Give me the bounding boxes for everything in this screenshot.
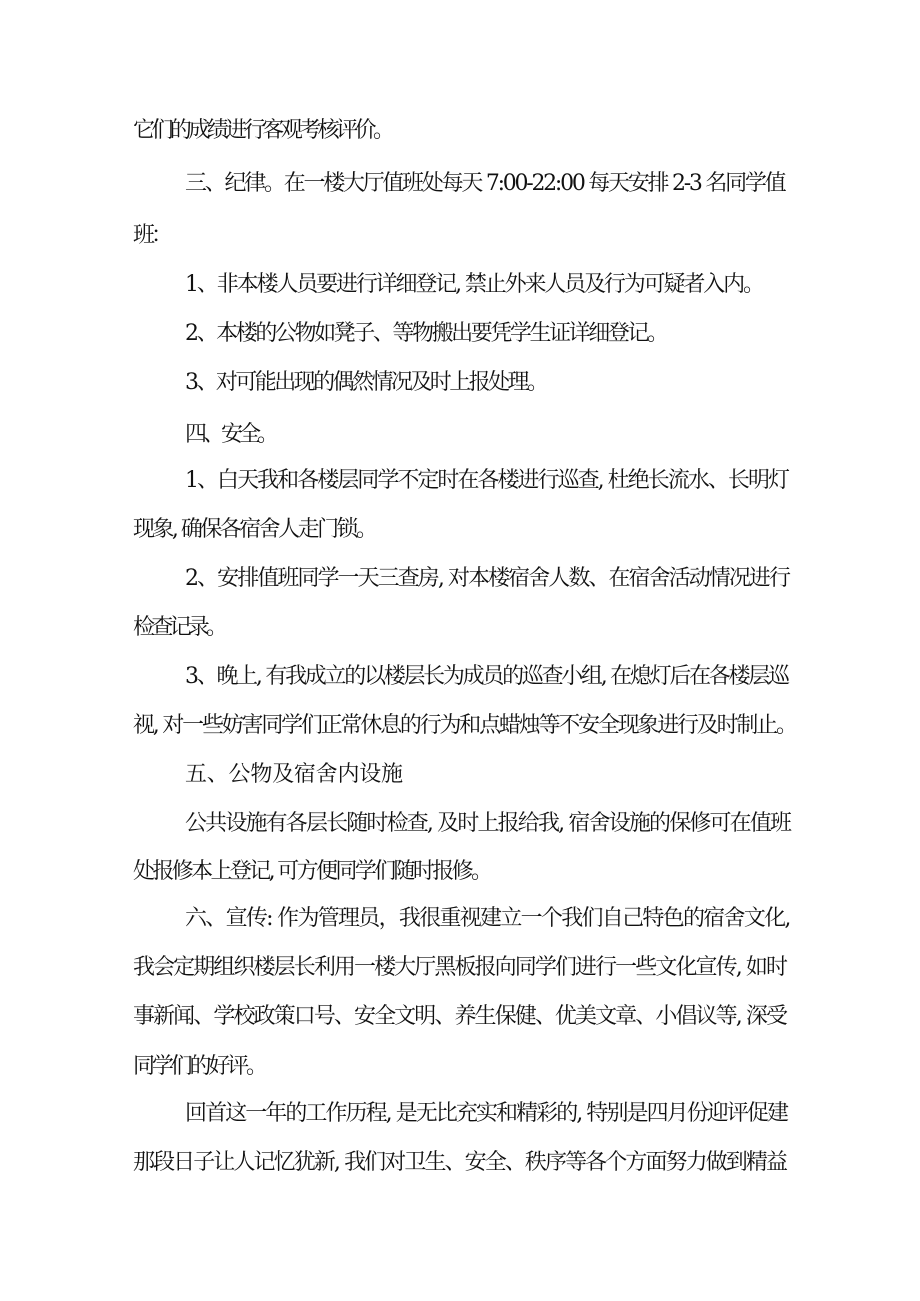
text-line: 三、纪律。在一楼大厅值班处每天 7:00-22:00 每天安排 2-3 名同学值 (185, 171, 785, 196)
text-line: 1、白天我和各楼层同学不定时在各楼进行巡查, 杜绝长流水、长明灯 (185, 468, 789, 493)
text-line: 1、非本楼人员要进行详细登记, 禁止外来人员及行为可疑者入内。 (185, 272, 763, 297)
text-line: 视, 对一些妨害同学们正常休息的行为和点蜡烛等不安全现象进行及时制止。 (133, 713, 796, 738)
text-line: 六、宣传: 作为管理员，我很重视建立一个我们自己特色的宿舍文化, (185, 906, 790, 931)
text-line: 现象, 确保各宿舍人走门锁。 (133, 517, 376, 542)
text-line: 处报修本上登记, 可方便同学们随时报修。 (133, 859, 491, 884)
text-line: 检查记录。 (133, 615, 225, 640)
text-line: 公共设施有各层长随时检查, 及时上报给我, 宿舍设施的保修可在值班 (185, 811, 791, 836)
text-line: 2、本楼的公物如凳子、等物搬出要凭学生证详细登记。 (185, 321, 667, 346)
text-line: 四、安全。 (185, 422, 276, 447)
text-line: 我会定期组织楼层长利用一楼大厅黑板报向同学们进行一些文化宣传, 如时 (133, 955, 787, 980)
text-line: 3、对可能出现的偶然情况及时上报处理。 (185, 370, 547, 395)
text-line: 事新闻、学校政策口号、安全文明、养生保健、优美文章、小倡议等, 深受 (133, 1004, 787, 1029)
text-line: 2、安排值班同学一天三查房, 对本楼宿舍人数、在宿舍活动情况进行 (185, 566, 790, 591)
text-line: 3、晚上, 有我成立的以楼层长为成员的巡查小组, 在熄灯后在各楼层巡 (185, 664, 788, 689)
text-line: 同学们的好评。 (133, 1054, 265, 1079)
text-line: 回首这一年的工作历程, 是无比充实和精彩的, 特别是四月份迎评促建 (185, 1101, 788, 1126)
text-line: 五、公物及宿舍内设施 (185, 762, 403, 787)
text-line: 那段日子让人记忆犹新, 我们对卫生、安全、秩序等各个方面努力做到精益 (133, 1150, 787, 1175)
text-line: 班： (133, 223, 170, 248)
text-line: 它们的成绩进行客观考核评价。 (133, 118, 392, 143)
